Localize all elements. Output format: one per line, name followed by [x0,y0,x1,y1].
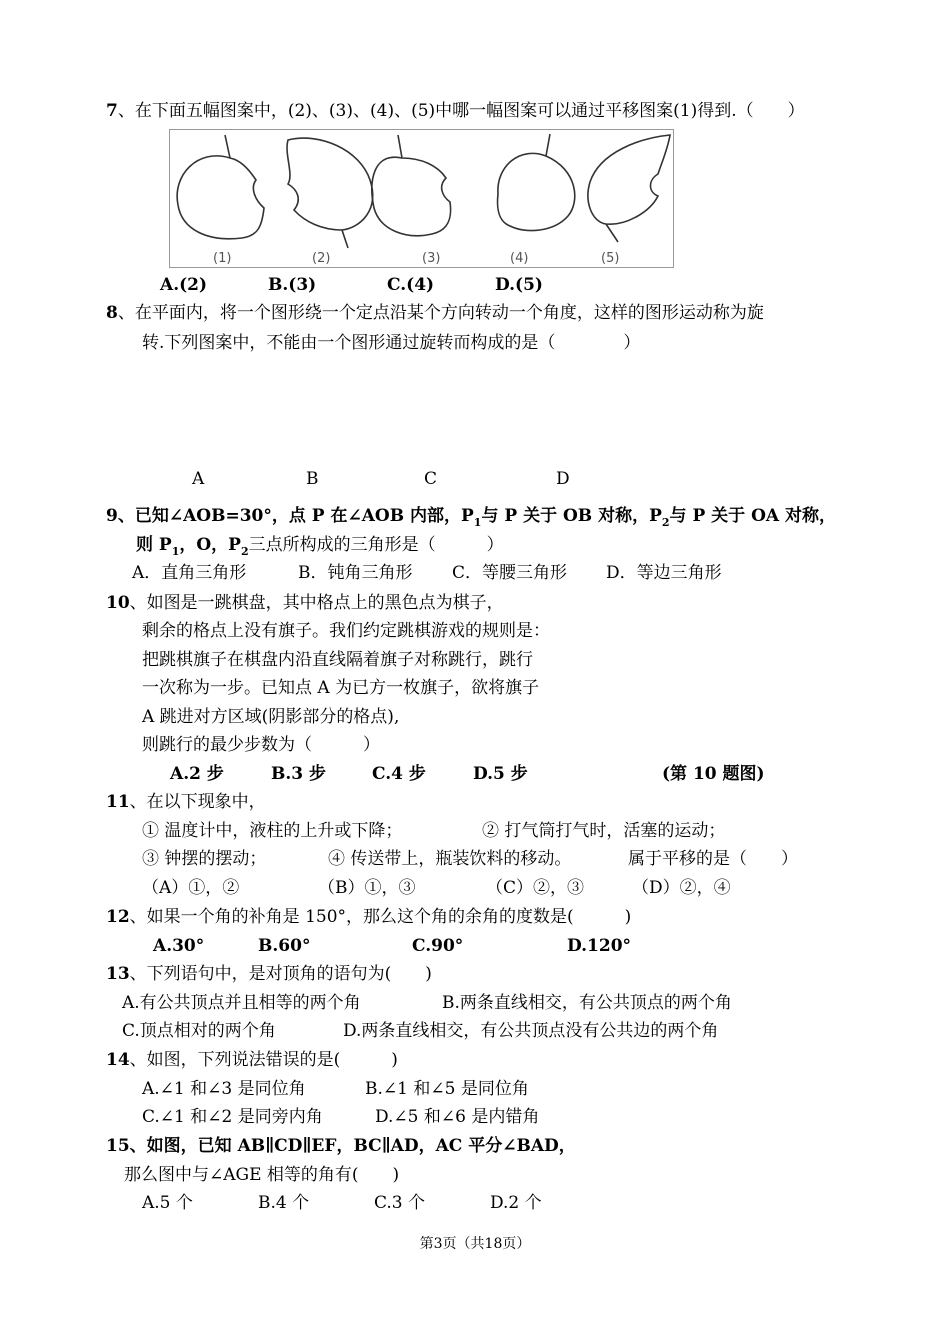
q13-option-c[interactable]: C.顶点相对的两个角 [122,1021,276,1041]
q14-option-d[interactable]: D.∠5 和∠6 是内错角 [375,1107,540,1127]
q11-option-c[interactable]: （C）②，③ [486,878,585,898]
q11-number: 11 [106,792,130,812]
q13-stem [106,963,432,985]
q9-text-1a: 、已知∠AOB=30°，点 P 在∠AOB 内部，P [117,506,474,526]
q9-stem-line2 [136,534,504,558]
q15-option-d[interactable]: D.2 个 [490,1193,542,1213]
q15-number: 15 [106,1136,130,1156]
q11-item-1: ① 温度计中，液柱的上升或下降； [142,821,403,841]
q7-option-b[interactable]: B.(3) [268,275,317,295]
q9-text-1b: 与 P 关于 OB 对称，P [481,506,662,526]
q13-option-d[interactable]: D.两条直线相交，有公共顶点没有公共边的两个角 [343,1021,719,1041]
leaf-3 [372,135,451,236]
q9-sub-2: 2 [661,516,670,529]
q10-number: 10 [106,593,130,613]
leaf-4 [498,134,575,231]
q9-sub-3: 1 [171,545,180,558]
q9-text-2b: ，O，P [179,535,241,555]
q10-option-d[interactable]: D.5 步 [473,764,528,784]
q8-label-b[interactable]: B [306,469,319,489]
q10-figure-caption: (第 10 题图) [662,764,765,784]
q8-text-1: 、在平面内，将一个图形绕一个定点沿某个方向转动一个角度，这样的图形运动称为旋 [117,303,764,323]
q12-text: 、如果一个角的补角是 150°，那么这个角的余角的度数是( ) [129,907,632,927]
q7-option-d[interactable]: D.(5) [495,275,543,295]
q7-leaf-figure [169,129,674,268]
leaf-label-2: (2) [312,251,331,266]
q12-number: 12 [106,907,130,927]
q9-sub-1: 1 [473,516,482,529]
q11-option-a[interactable]: （A）①，② [142,878,240,898]
q15-option-c[interactable]: C.3 个 [374,1193,426,1213]
q7-text: 、在下面五幅图案中，(2)、(3)、(4)、(5)中哪一幅图案可以通过平移图案(1)得到.（ ） [117,101,805,121]
q13-option-a[interactable]: A.有公共顶点并且相等的两个角 [122,993,361,1013]
leaf-label-5: (5) [601,251,620,266]
q9-option-b[interactable]: B．钝角三角形 [298,563,413,583]
page-footer: 第3页（共18页） [419,1236,531,1252]
q10-stem-line4: 一次称为一步。已知点 A 为已方一枚旗子，欲将旗子 [142,678,540,698]
q7-stem [106,100,805,122]
q11-ask: 属于平移的是（ ） [628,849,798,869]
q10-option-c[interactable]: C.4 步 [372,764,426,784]
leaf-2 [287,138,373,248]
q9-text-1c: 与 P 关于 OA 对称， [669,506,836,526]
q11-item-4: ④ 传送带上，瓶装饮料的移动。 [328,849,572,869]
q11-item-3: ③ 钟摆的摆动； [142,849,267,869]
q10-stem-line2: 剩余的格点上没有旗子。我们约定跳棋游戏的规则是： [142,621,550,641]
q9-number: 9 [106,506,118,526]
q10-stem-line1 [106,592,504,614]
q8-number: 8 [106,303,118,323]
q12-option-b[interactable]: B.60° [258,936,311,956]
leaf-patterns-image [170,130,673,267]
q9-option-c[interactable]: C．等腰三角形 [452,563,568,583]
q14-option-a[interactable]: A.∠1 和∠3 是同位角 [142,1079,306,1099]
q12-option-c[interactable]: C.90° [412,936,464,956]
q13-option-b[interactable]: B.两条直线相交，有公共顶点的两个角 [442,993,732,1013]
q12-option-d[interactable]: D.120° [567,936,632,956]
q14-option-c[interactable]: C.∠1 和∠2 是同旁内角 [142,1107,323,1127]
q11-option-d[interactable]: （D）②，④ [632,878,731,898]
leaf-label-4: (4) [510,251,529,266]
q10-option-a[interactable]: A.2 步 [170,764,224,784]
q10-stem-line5: A 跳进对方区域(阴影部分的格点), [142,707,400,727]
q15-option-a[interactable]: A.5 个 [142,1193,193,1213]
q9-sub-4: 2 [240,545,249,558]
leaf-label-1: (1) [213,251,232,266]
q7-option-a[interactable]: A.(2) [160,275,208,295]
q14-stem [106,1049,398,1071]
q12-option-a[interactable]: A.30° [153,936,205,956]
q8-label-c[interactable]: C [424,469,438,489]
q8-stem-line1 [106,302,764,324]
q11-text-1: 、在以下现象中， [129,792,266,812]
leaf-label-3: (3) [422,251,441,266]
q9-option-a[interactable]: A．直角三角形 [132,563,247,583]
q8-label-a[interactable]: A [192,469,205,489]
q14-option-b[interactable]: B.∠1 和∠5 是同位角 [365,1079,529,1099]
q9-text-2a: 则 P [136,535,172,555]
q9-option-d[interactable]: D．等边三角形 [606,563,722,583]
q9-stem-line1 [106,505,836,529]
q9-text-2c: 三点所构成的三角形是（ ） [248,535,504,555]
q13-number: 13 [106,964,130,984]
q10-text-1: 、如图是一跳棋盘，其中格点上的黑色点为棋子， [129,593,504,613]
q7-number: 7 [106,101,118,121]
q14-text: 、如图，下列说法错误的是( ) [129,1050,398,1070]
leaf-1 [177,135,264,239]
q8-stem-line2: 转.下列图案中，不能由一个图形通过旋转而构成的是（ ） [142,333,641,353]
q10-option-b[interactable]: B.3 步 [271,764,327,784]
q12-stem [106,906,631,928]
q15-stem-line1 [106,1135,576,1157]
q14-number: 14 [106,1050,130,1070]
q11-option-b[interactable]: （B）①，③ [318,878,416,898]
q15-stem-line2: 那么图中与∠AGE 相等的角有( ) [124,1165,400,1185]
q11-item-2: ② 打气筒打气时，活塞的运动； [482,821,726,841]
leaf-5 [588,135,670,242]
q10-stem-line6: 则跳行的最少步数为（ ） [142,735,380,755]
q7-option-c[interactable]: C.(4) [387,275,435,295]
q11-stem-line1 [106,791,266,813]
q10-stem-line3: 把跳棋旗子在棋盘内沿直线隔着旗子对称跳行，跳行 [142,650,533,670]
q8-label-d[interactable]: D [556,469,570,489]
q13-text: 、下列语句中，是对顶角的语句为( ) [129,964,432,984]
q15-text-1: 、如图，已知 AB∥CD∥EF，BC∥AD，AC 平分∠BAD， [129,1136,576,1156]
q15-option-b[interactable]: B.4 个 [258,1193,310,1213]
